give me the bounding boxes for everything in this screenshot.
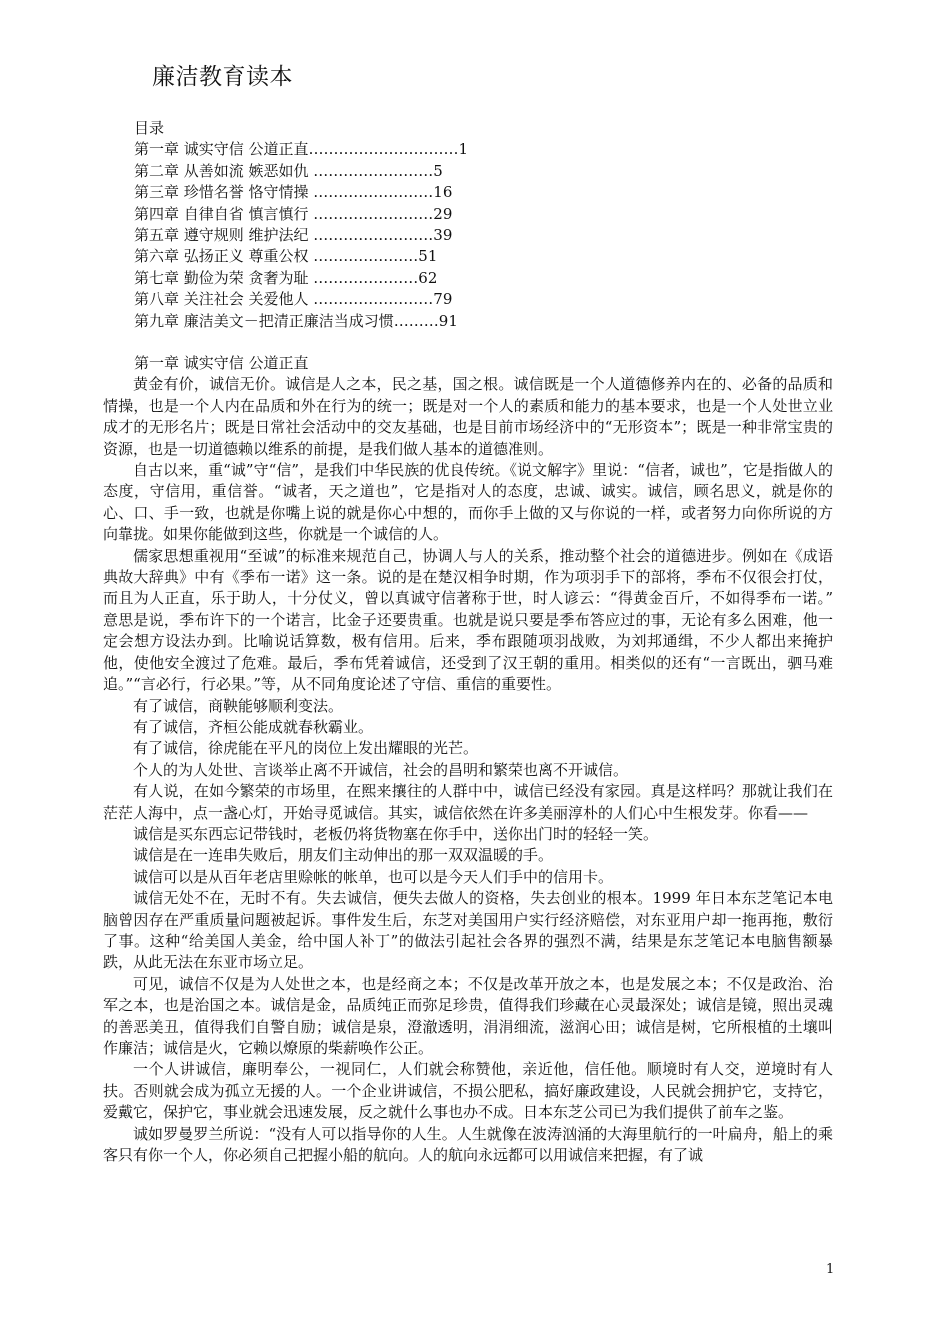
paragraph: 自古以来，重“诚”守“信”，是我们中华民族的优良传统。《说文解字》里说：“信者，诚也”，它是指做人的态度，守信用，重信誉。“诚者，天之道也”，它是指对人的态度，忠诚、诚实。诚信，顾名思义，就是你的心、口、手一致，也就是你嘴上说的就是你心中想的，而你手上做的又与你说的一样，或者努力向你所说的方向靠拢。如果你能做到这些，你就是一个诚信的人。 [103,461,833,544]
toc-entry: 第八章 关注社会 关爱他人 ……………………79 [134,290,453,309]
paragraph: 诚如罗曼罗兰所说：“没有人可以指导你的人生。人生就像在波涛汹涌的大海里航行的一叶扁舟，船上的乘客只有你一个人，你必须自己把握小船的航向。人的航向永远都可以用诚信来把握，有了诚 [103,1124,833,1165]
toc-entry: 第四章 自律自省 慎言慎行 ……………………29 [134,204,453,223]
paragraph: 诚信是买东西忘记带钱时，老板仍将货物塞在你手中，送你出门时的轻轻一笑。 [133,824,659,843]
page-number: 1 [826,1262,835,1277]
paragraph: 黄金有价，诚信无价。诚信是人之本，民之基，国之根。诚信既是一个人道德修养内在的、必备的品质和情操，也是一个人内在品质和外在行为的统一；既是对一个人的素质和能力的基本要求，也是一个人处世立业成才的无形名片；既是日常社会活动中的交友基础，也是目前市场经济中的“无形资本”；既是一种非常宝贵的资源，也是一切道德赖以维系的前提，是我们做人基本的道德准则。 [103,375,833,458]
paragraph: 诚信可以是从百年老店里赊帐的帐单，也可以是今天人们手中的信用卡。 [133,867,614,886]
toc-entry: 第七章 勤俭为荣 贪奢为耻 …………………62 [134,268,438,287]
paragraph: 儒家思想重视用“至诚”的标准来规范自己，协调人与人的关系，推动整个社会的道德进步。例如在《成语典故大辞典》中有《季布一诺》这一条。说的是在楚汉相争时期，作为项羽手下的部将，季布不仅很会打仗，而且为人正直，乐于助人，十分仗义，曾以真诚守信著称于世，时人谚云：“得黄金百斤，不如得季布一诺。” 意思是说，季布许下的一个诺言，比金子还要贵重。也就是说只要是季布答应过的事，无论有多么困难，他一定会想方设法办到。比喻说话算数，极有信用。后来，季布跟随项羽战败，为刘邦通缉，不少人都出来掩护他，使他安全渡过了危难。最后，季布凭着诚信，还受到了汉王朝的重用。相类似的还有“一言既出，驷马难追。”“言必行，行必果。”等，从不同角度论述了守信、重信的重要性。 [103,546,833,694]
toc-entry: 第九章 廉洁美文－把清正廉洁当成习惯………91 [134,311,458,330]
paragraph: 有了诚信，徐虎能在平凡的岗位上发出耀眼的光芒。 [133,739,479,758]
toc-heading: 目录 [134,119,165,137]
toc-entry: 第六章 弘扬正义 尊重公权 …………………51 [134,247,438,266]
paragraph: 诚信无处不在，无时不有。失去诚信，便失去做人的资格，失去创业的根本。1999 年日本东芝笔记本电脑曾因存在严重质量问题被起诉。事件发生后，东芝对美国用户实行经济赔偿，对东亚用户却一拖再拖，敷衍了事。这种“给美国人美金，给中国人补丁”的做法引起社会各界的强烈不满，结果是东芝笔记本电脑售额暴跌，从此无法在东亚市场立足。 [103,889,833,972]
paragraph: 有了诚信，商鞅能够顺利变法。 [133,696,344,715]
document-title: 廉洁教育读本 [152,64,293,90]
paragraph: 有人说，在如今繁荣的市场里，在熙来攘往的人群中中，诚信已经没有家园。真是这样吗？那就让我们在茫茫人海中，点一盏心灯，开始寻觅诚信。其实，诚信依然在许多美丽淳朴的人们心中生根发芽。你看—— [103,782,833,822]
toc-entry: 第一章 诚实守信 公道正直…………………………1 [134,140,469,159]
chapter-heading: 第一章 诚实守信 公道正直 [134,354,309,372]
toc-entry: 第五章 遵守规则 维护法纪 ……………………39 [134,226,453,245]
chapter-content [103,353,833,1166]
toc-entry: 第二章 从善如流 嫉恶如仇 ……………………5 [134,161,443,180]
table-of-contents [134,118,468,332]
toc-entry: 第三章 珍惜名誉 恪守情操 ……………………16 [134,183,453,202]
paragraph: 诚信是在一连串失败后，朋友们主动伸出的那一双双温暖的手。 [133,846,554,865]
paragraph: 个人的为人处世、言谈举止离不开诚信，社会的昌明和繁荣也离不开诚信。 [133,760,629,779]
paragraph: 一个人讲诚信，廉明奉公，一视同仁，人们就会称赞他，亲近他，信任他。顺境时有人交，逆境时有人扶。否则就会成为孤立无援的人。一个企业讲诚信，不损公肥私，搞好廉政建设，人民就会拥护它，支持它，爱戴它，保护它，事业就会迅速发展，反之就什么事也办不成。日本东芝公司已为我们提供了前车之鉴。 [103,1060,833,1122]
paragraph: 可见，诚信不仅是为人处世之本，也是经商之本；不仅是改革开放之本，也是发展之本；不仅是政治、治军之本，也是治国之本。诚信是金，品质纯正而弥足珍贵，值得我们珍藏在心灵最深处；诚信是镜，照出灵魂的善恶美丑，值得我们自警自励；诚信是泉，澄澈透明，涓涓细流，滋润心田；诚信是树，它所根植的土壤叫作廉洁；诚信是火，它赖以燎原的柴薪唤作公正。 [103,974,833,1057]
paragraph: 有了诚信，齐桓公能成就春秋霸业。 [133,717,374,736]
